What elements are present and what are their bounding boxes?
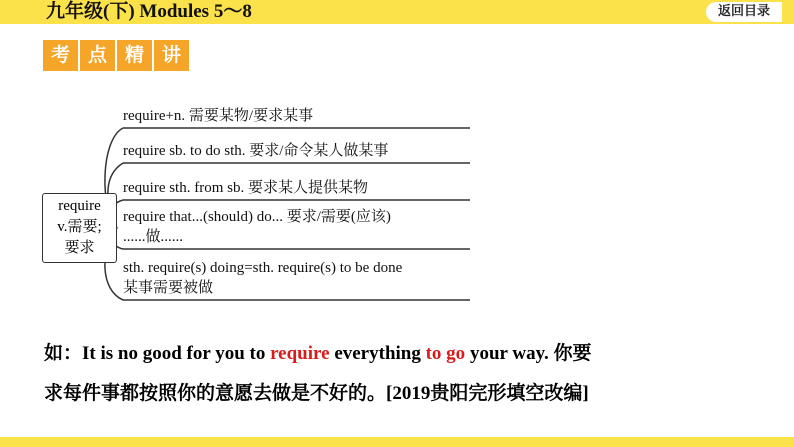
root-pos-meaning: v.需要; (57, 219, 102, 235)
badge-char: 点 (80, 40, 115, 71)
page-title: 九年级(下) Modules 5～8 (46, 1, 252, 22)
highlight-require: require (270, 343, 330, 364)
root-meaning: 要求 (64, 240, 95, 256)
return-to-contents-button[interactable]: 返回目录 (706, 2, 782, 22)
branch-text: sth. require(s) doing=sth. require(s) to be done (123, 260, 403, 276)
branch-text: require+n. 需要某物/要求某事 (123, 108, 314, 124)
branch-node (123, 141, 388, 161)
branch-node (123, 178, 368, 198)
branch-text-cont: ......做...... (123, 229, 184, 245)
root-node (42, 193, 117, 263)
example-suffix: your way. 你要 (465, 343, 592, 364)
branch-node (123, 258, 402, 298)
highlight-to-go: to go (425, 343, 466, 364)
branch-text: require that...(should) do... 要求/需要(应该) (123, 209, 391, 225)
badge-char: 考 (43, 40, 78, 71)
footer-bar (0, 437, 794, 447)
example-prefix: 如：It is no good for you to (44, 343, 271, 364)
branch-text-cont: 某事需要被做 (123, 280, 214, 296)
example-sentence (44, 341, 592, 367)
badge-char: 精 (117, 40, 152, 71)
branch-text: require sth. from sb. 要求某人提供某物 (123, 180, 368, 196)
branch-text: require sb. to do sth. 要求/命令某人做某事 (123, 143, 389, 159)
root-word: require (58, 198, 101, 214)
example-translation: 求每件事都按照你的意愿去做是不好的。[2019贵阳完形填空改编] (44, 383, 589, 404)
branch-node (123, 207, 391, 247)
badge-char: 讲 (154, 40, 189, 71)
example-mid: everything (329, 343, 426, 364)
branch-node (123, 106, 313, 126)
